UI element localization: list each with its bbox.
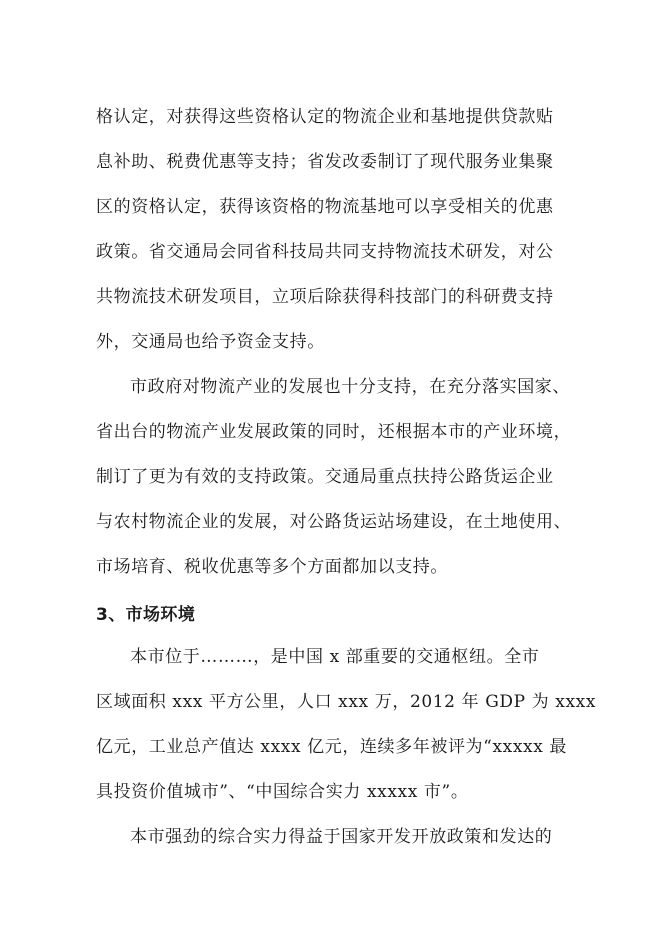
paragraph-1-line-5: 共物流技术研发项目，立项后除获得科技部门的科研费支持 <box>96 287 554 307</box>
section-paragraph-1-line-1: 本市位于………，是中国 x 部重要的交通枢纽。全市 <box>130 647 540 667</box>
section-paragraph-1-line-2: 区域面积 xxx 平方公里，人口 xxx 万，2012 年 GDP 为 xxxx <box>96 692 597 712</box>
paragraph-1-line-2: 息补助、税费优惠等支持；省发改委制订了现代服务业集聚 <box>96 152 554 172</box>
paragraph-1-line-3: 区的资格认定，获得该资格的物流基地可以享受相关的优惠 <box>96 197 554 217</box>
paragraph-2-line-5: 市场培育、税收优惠等多个方面都加以支持。 <box>96 557 448 577</box>
paragraph-2-line-3: 制订了更为有效的支持政策。交通局重点扶持公路货运企业 <box>96 467 554 487</box>
paragraph-1-line-1: 格认定，对获得这些资格认定的物流企业和基地提供贷款贴 <box>96 107 554 127</box>
paragraph-2-line-4: 与农村物流企业的发展，对公路货运站场建设，在土地使用、 <box>96 512 572 532</box>
paragraph-1-line-6: 外，交通局也给予资金支持。 <box>96 332 325 352</box>
section-heading: 3、市场环境 <box>96 605 196 625</box>
section-paragraph-2-line-1: 本市强劲的综合实力得益于国家开发开放政策和发达的 <box>130 827 553 847</box>
paragraph-1-line-4: 政策。省交通局会同省科技局共同支持物流技术研发，对公 <box>96 242 554 262</box>
section-paragraph-1-line-3: 亿元，工业总产值达 xxxx 亿元，连续多年被评为“xxxxx 最 <box>96 737 567 757</box>
paragraph-2-line-1: 市政府对物流产业的发展也十分支持，在充分落实国家、 <box>130 377 570 397</box>
section-paragraph-1-line-4: 具投资价值城市”、“中国综合实力 xxxxx 市”。 <box>96 782 469 802</box>
paragraph-2-line-2: 省出台的物流产业发展政策的同时，还根据本市的产业环境， <box>96 422 572 442</box>
